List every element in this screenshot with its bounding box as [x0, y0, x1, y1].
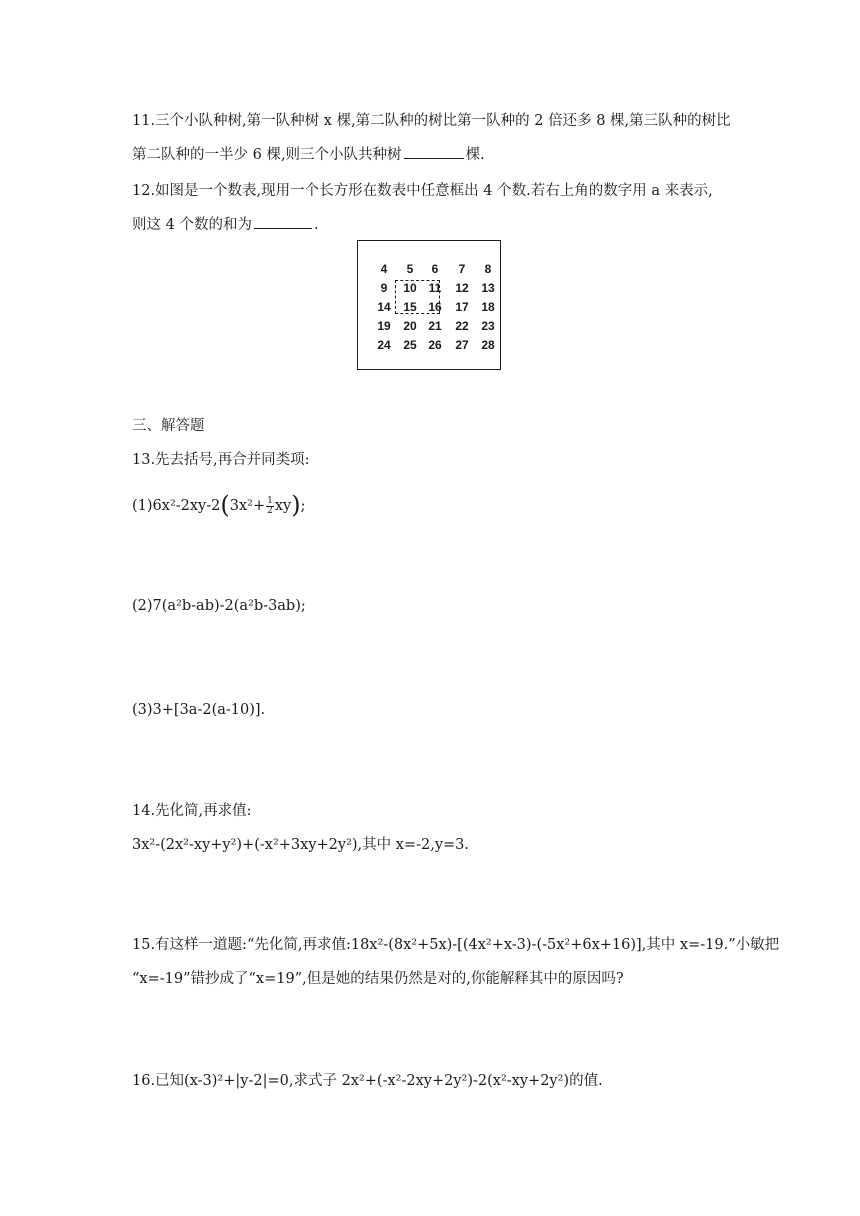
- table-cell: 22: [455, 319, 469, 333]
- table-cell: 6: [431, 262, 439, 276]
- table-cell: 23: [481, 319, 495, 333]
- q13-part1-inner-a: 3x²+: [229, 498, 266, 514]
- q12-line2-text: 则这 4 个数的和为: [132, 217, 252, 233]
- table-cell: 13: [481, 281, 495, 295]
- table-cell: 25: [403, 338, 417, 352]
- q11-line1: 11.三个小队种树,第一队种树 x 棵,第二队种的树比第一队种的 2 倍还多 8 棵,第三队种的树比: [132, 113, 731, 129]
- q12-line2: [132, 214, 319, 235]
- table-cell: 27: [455, 338, 469, 352]
- table-cell: 26: [428, 338, 442, 352]
- table-cell: 15: [403, 300, 417, 314]
- close-paren: ): [291, 491, 301, 519]
- q13-part1-end: ;: [300, 498, 306, 514]
- q13-part1-lead: (1)6x²-2xy-2: [132, 498, 221, 514]
- fraction-one-half: [266, 497, 274, 516]
- table-cell: 14: [377, 300, 391, 314]
- q15-line2: “x=-19”错抄成了“x=19”,但是她的结果仍然是对的,你能解释其中的原因吗?: [132, 971, 624, 987]
- table-cell: 17: [455, 300, 469, 314]
- table-cell: 5: [406, 262, 414, 276]
- q12-answer-blank: [254, 214, 312, 229]
- table-cell: 4: [380, 262, 388, 276]
- q11-line2-text: 第二队种的一半少 6 棵,则三个小队共种树: [132, 147, 402, 163]
- table-cell: 16: [428, 300, 442, 314]
- q11-line2: [132, 144, 485, 165]
- q16-line1: 16.已知(x-3)²+|y-2|=0,求式子 2x²+(-x²-2xy+2y²)-2(x²-xy+2y²)的值.: [132, 1073, 603, 1089]
- q11-answer-blank: [404, 144, 464, 159]
- table-cell: 18: [481, 300, 495, 314]
- q14-title: 14.先化简,再求值:: [132, 803, 252, 819]
- table-cell: 10: [403, 281, 417, 295]
- q14-expression: 3x²-(2x²-xy+y²)+(-x²+3xy+2y²),其中 x=-2,y=3.: [132, 837, 469, 853]
- fraction-numerator: 1: [267, 495, 273, 506]
- table-cell: 24: [377, 338, 391, 352]
- dashed-selection-frame: [395, 280, 440, 314]
- q11-line2-end: 棵.: [465, 147, 485, 163]
- table-cell: 7: [458, 262, 466, 276]
- q13-part1: [132, 491, 306, 519]
- q13-part1-inner-b: xy: [274, 498, 292, 514]
- q12-line2-end: .: [313, 217, 319, 233]
- fraction-denominator: 2: [267, 505, 273, 516]
- q13-part3: (3)3+[3a-2(a-10)].: [132, 702, 266, 718]
- table-cell: 9: [380, 281, 388, 295]
- table-cell: 21: [428, 319, 442, 333]
- q13-part2: (2)7(a²b-ab)-2(a²b-3ab);: [132, 598, 306, 614]
- table-cell: 8: [484, 262, 492, 276]
- table-cell: 20: [403, 319, 417, 333]
- open-paren: (: [220, 491, 230, 519]
- q13-title: 13.先去括号,再合并同类项:: [132, 452, 310, 468]
- q12-line1: 12.如图是一个数表,现用一个长方形在数表中任意框出 4 个数.若右上角的数字用 a 来表示,: [132, 183, 713, 199]
- q15-line1: 15.有这样一道题:“先化简,再求值:18x²-(8x²+5x)-[(4x²+x-3)-(-5x²+6x+16)],其中 x=-19.”小敏把: [132, 937, 780, 953]
- table-cell: 11: [428, 281, 442, 295]
- table-cell: 19: [377, 319, 391, 333]
- table-cell: 28: [481, 338, 495, 352]
- table-cell: 12: [455, 281, 469, 295]
- section-heading: 三、解答题: [132, 418, 205, 434]
